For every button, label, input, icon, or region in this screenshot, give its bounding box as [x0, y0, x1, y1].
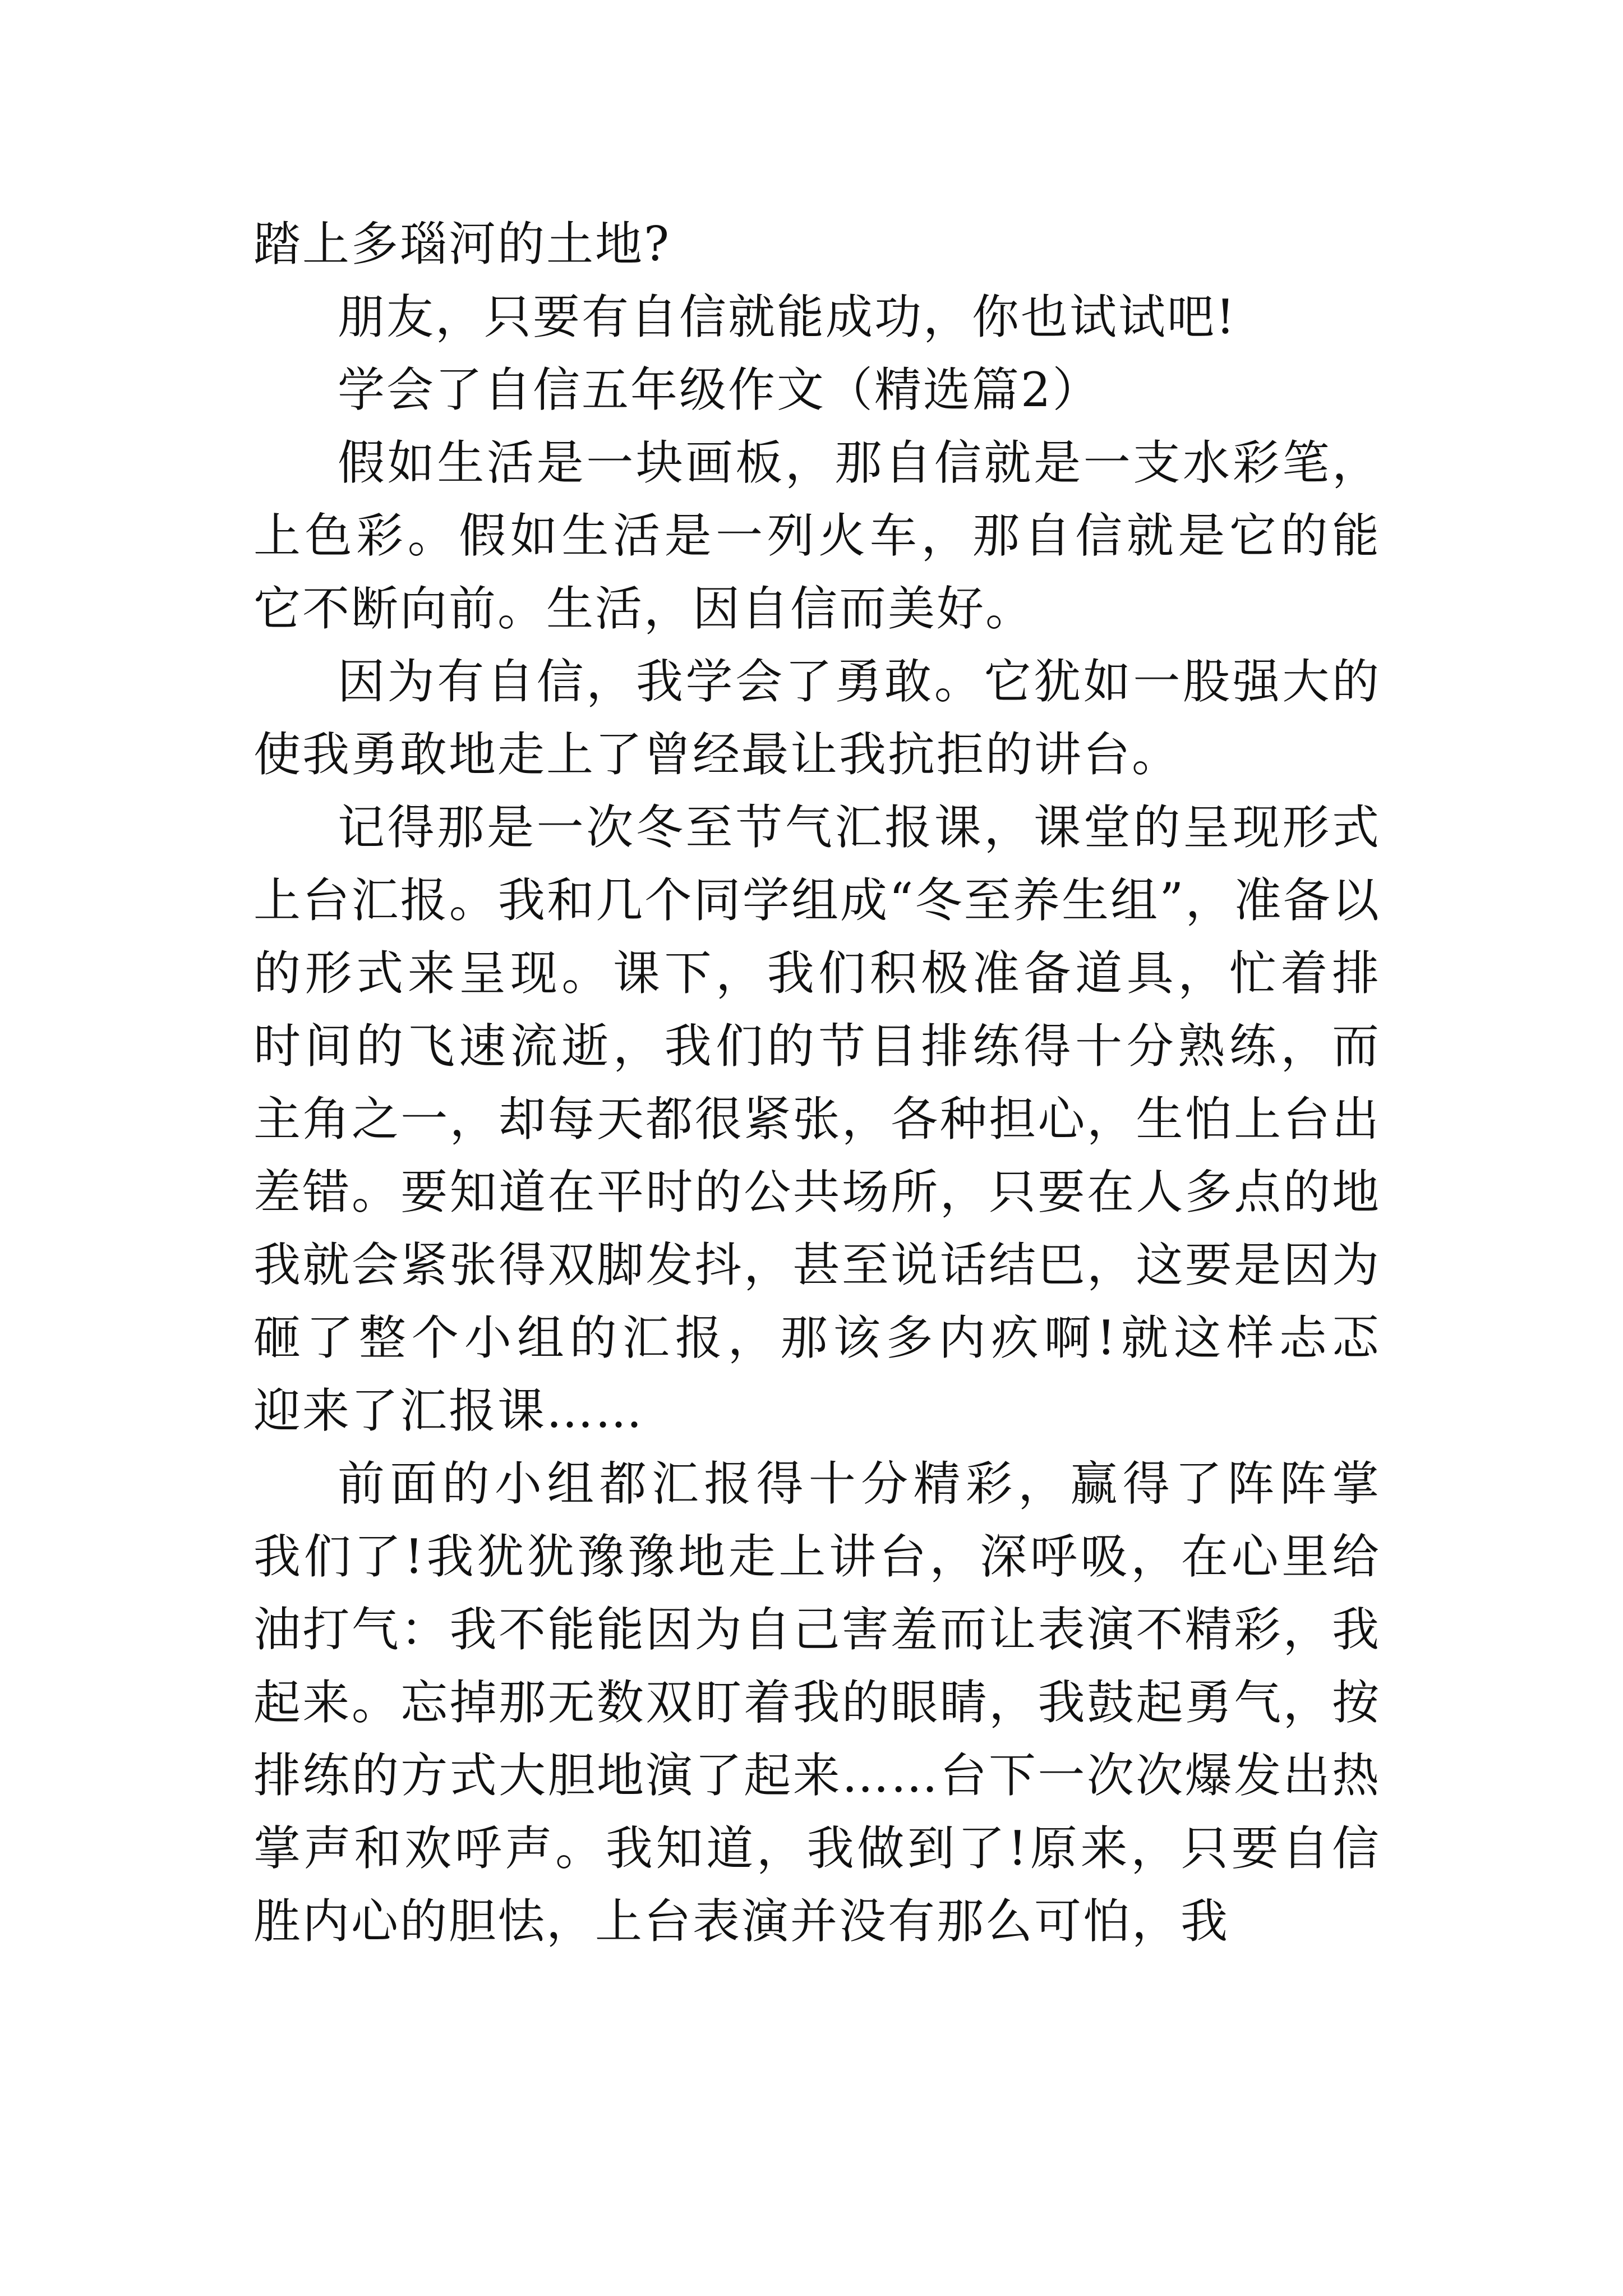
text-line: 的形式来呈现。课下，我们积极准备道具，忙着排	[253, 946, 1381, 1001]
text-line: 时间的飞速流逝，我们的节目排练得十分熟练，而	[253, 1019, 1381, 1074]
text-line: 上色彩。假如生活是一列火车，那自信就是它的能	[253, 508, 1381, 563]
text-line: 迎来了汇报课……	[253, 1383, 644, 1438]
text-line: 前面的小组都汇报得十分精彩，赢得了阵阵掌	[338, 1456, 1381, 1511]
text-line: 使我勇敢地走上了曾经最让我抗拒的讲台。	[253, 727, 1181, 782]
text-line: 油打气：我不能能因为自己害羞而让表演不精彩，我	[253, 1602, 1381, 1657]
text-line: 记得那是一次冬至节气汇报课，课堂的呈现形式	[338, 800, 1381, 855]
text-line: 起来。忘掉那无数双盯着我的眼睛，我鼓起勇气，按	[253, 1675, 1381, 1730]
text-line: 上台汇报。我和几个同学组成“冬至养生组”，准备以	[253, 873, 1381, 928]
text-line: 胜内心的胆怯，上台表演并没有那么可怕，我	[253, 1894, 1230, 1949]
text-line: 主角之一，却每天都很紧张，各种担心，生怕上台出	[253, 1092, 1381, 1147]
text-line: 踏上多瑙河的土地?	[253, 217, 671, 272]
text-line: 因为有自信，我学会了勇敢。它犹如一股强大的	[338, 654, 1381, 709]
text-line: 排练的方式大胆地演了起来……台下一次次爆发出热	[253, 1748, 1381, 1803]
text-line: 砸了整个小组的汇报，那该多内疚啊!就这样忐忑	[253, 1310, 1381, 1365]
text-line: 差错。要知道在平时的公共场所，只要在人多点的地	[253, 1165, 1381, 1220]
section-heading: 学会了自信五年级作文（精选篇2）	[338, 362, 1101, 417]
text-line: 它不断向前。生活，因自信而美好。	[253, 581, 1035, 636]
text-line: 朋友，只要有自信就能成功，你也试试吧!	[338, 289, 1237, 344]
text-line: 假如生活是一块画板，那自信就是一支水彩笔，	[338, 435, 1381, 490]
text-line: 掌声和欢呼声。我知道，我做到了!原来，只要自信	[253, 1821, 1381, 1876]
text-line: 我就会紧张得双脚发抖，甚至说话结巴，这要是因为	[253, 1237, 1381, 1292]
document-body	[253, 208, 1381, 1958]
text-line: 我们了!我犹犹豫豫地走上讲台，深呼吸，在心里给	[253, 1529, 1381, 1584]
